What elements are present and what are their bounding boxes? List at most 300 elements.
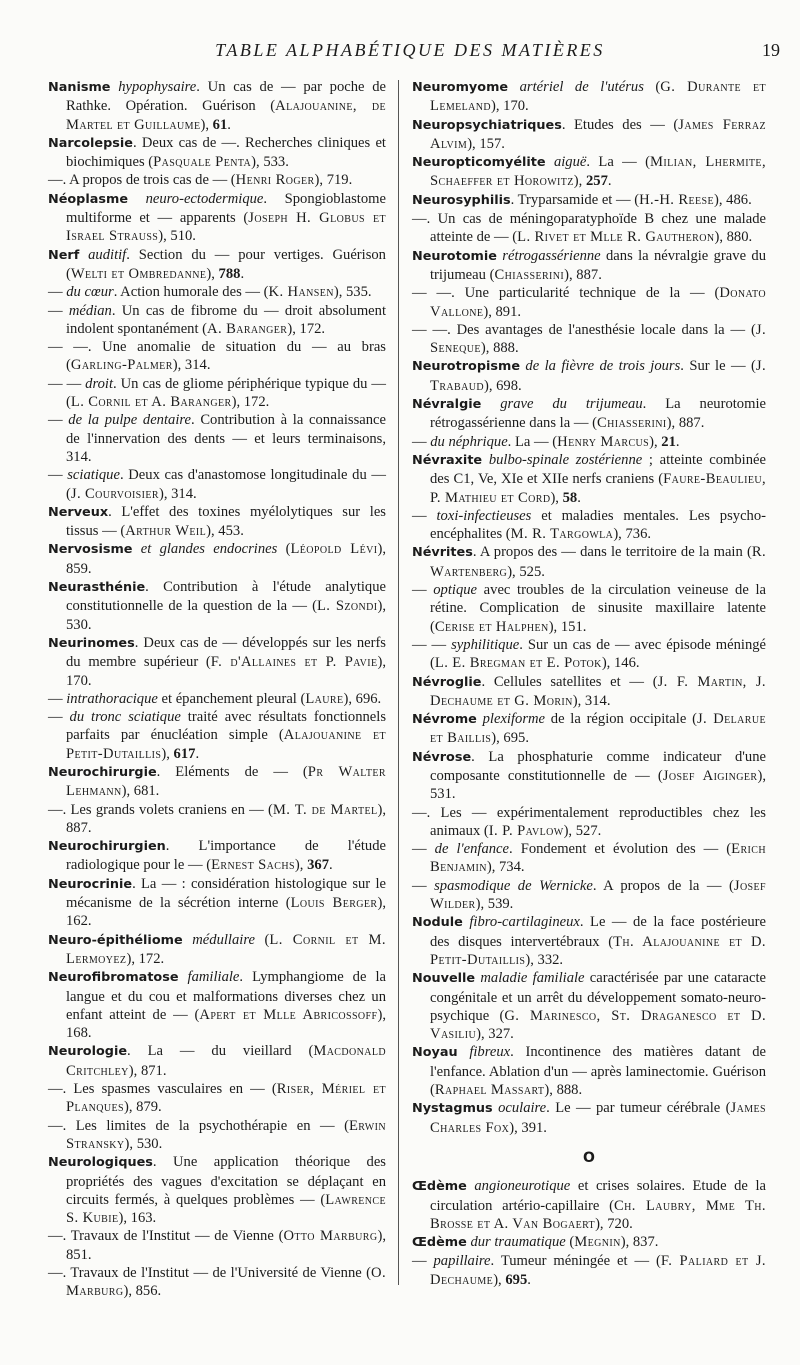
entry-headword: Neurotropisme xyxy=(412,359,520,375)
entry-text xyxy=(179,969,188,985)
entry-text: dans la névralgie grave du trijumeau ( xyxy=(430,247,766,283)
entry-page-ref: 257 xyxy=(585,173,608,190)
index-entry xyxy=(48,190,386,246)
index-entry xyxy=(48,690,386,708)
entry-authors: Pasquale Penta xyxy=(153,154,252,171)
entry-text: ), 510. xyxy=(158,228,196,245)
entry-text: ), xyxy=(550,489,563,506)
entry-authors: Arthur Weil xyxy=(125,523,207,540)
entry-text: — xyxy=(412,582,434,599)
index-entry xyxy=(48,411,386,466)
index-entry xyxy=(412,543,766,581)
entry-headword: Neurologiques xyxy=(48,1155,153,1171)
entry-text: ), xyxy=(649,433,662,450)
entry-text: — xyxy=(48,709,70,726)
entry-authors: Lawrence S. Kubie xyxy=(66,1191,386,1227)
index-entry xyxy=(48,708,386,763)
entry-text: —. Travaux de l'Institut — de l'Université de Vienne ( xyxy=(48,1265,371,1281)
entry-text: — xyxy=(48,302,69,319)
entry-qualifier: du néphrique xyxy=(430,433,508,450)
index-entry xyxy=(412,507,766,544)
entry-qualifier: familiale xyxy=(187,969,240,986)
page-header xyxy=(40,40,780,70)
entry-text xyxy=(132,541,140,557)
index-entry xyxy=(412,636,766,673)
index-entry xyxy=(412,210,766,247)
index-entry xyxy=(48,763,386,801)
index-entry xyxy=(412,673,766,711)
entry-authors: Louis Berger xyxy=(290,895,378,912)
entry-text: ), 887. xyxy=(564,266,602,283)
entry-qualifier: de la pulpe dentaire xyxy=(68,412,191,429)
entry-text: et épanchement pleural ( xyxy=(157,690,306,707)
entry-authors: L. E. Bregman et E. Potok xyxy=(434,655,602,672)
entry-headword: Névrites xyxy=(412,545,473,561)
right-column xyxy=(412,78,766,1289)
index-entry xyxy=(412,877,766,914)
entry-text: . A propos de la — ( xyxy=(592,877,734,894)
entry-text: ), 531. xyxy=(430,767,766,803)
entry-text: . xyxy=(527,1271,531,1288)
entry-text: —. Les — expérimentalement reproductibles chez les animaux ( xyxy=(412,804,766,839)
entry-authors: Henry Marcus xyxy=(557,433,650,450)
entry-text: de la région occipitale ( xyxy=(545,711,697,728)
index-entry xyxy=(412,581,766,636)
entry-text: ), 530. xyxy=(66,598,386,633)
entry-authors: Garling-Palmer xyxy=(70,357,173,374)
entry-page-ref: 21 xyxy=(661,433,676,450)
entry-text: . L'effet des toxines myélolytiques sur les tissus — ( xyxy=(66,503,386,540)
entry-text: — — xyxy=(48,375,86,392)
entry-text: et maladies mentales. Les psycho-encéphalites ( xyxy=(430,507,767,543)
entry-text: . Fondement et évolution des — ( xyxy=(509,841,732,858)
entry-text: ), 146. xyxy=(601,655,640,672)
entry-text: ), 871. xyxy=(128,1062,167,1079)
entry-text: — xyxy=(48,284,67,301)
entry-authors: G. Durante et Lemeland xyxy=(430,79,766,115)
entry-headword: Neurocrinie xyxy=(48,876,133,892)
entry-authors: Faure-Beaulieu, P. Mathieu et Cord xyxy=(430,471,766,506)
index-entry xyxy=(48,1153,386,1227)
index-entry xyxy=(48,931,386,969)
entry-qualifier: maladie familiale xyxy=(480,970,585,987)
entry-qualifier: médian xyxy=(68,302,112,319)
index-entry xyxy=(412,969,766,1043)
entry-headword: Néoplasme xyxy=(48,191,128,207)
index-entry xyxy=(412,840,766,877)
entry-authors: James Ferraz Alvim xyxy=(430,116,766,152)
entry-authors: Chiasserini xyxy=(596,415,667,432)
entry-text: ), 859. xyxy=(66,541,387,577)
entry-text: . La — ( xyxy=(586,154,650,171)
index-entry xyxy=(412,451,766,507)
entry-text: ), 172. xyxy=(287,320,326,337)
entry-text: ), 851. xyxy=(66,1228,386,1263)
entry-page-ref: 695 xyxy=(505,1271,528,1288)
entry-authors: Ernest Sachs xyxy=(211,857,295,874)
entry-qualifier: fibro-cartilagineux xyxy=(469,914,580,931)
entry-authors: J. Delarue et Baillis xyxy=(430,711,766,747)
entry-qualifier: fibreux xyxy=(469,1044,511,1061)
entry-text: ), 533. xyxy=(251,154,289,171)
entry-page-ref: 788 xyxy=(218,265,241,282)
entry-authors: Milian, Lhermite, Schaeffer et Horowitz xyxy=(430,154,766,190)
entry-authors: Laure xyxy=(305,690,344,707)
index-entry xyxy=(48,1042,386,1080)
section-letter: O xyxy=(583,1149,595,1166)
entry-headword: Nerveux xyxy=(48,504,109,520)
index-entry xyxy=(48,1264,386,1301)
entry-text: ), 856. xyxy=(123,1283,162,1300)
entry-text: — xyxy=(412,507,437,524)
entry-text: ), 695. xyxy=(491,730,529,747)
entry-text: . L'importance de l'étude radiologique pour le — ( xyxy=(66,838,386,874)
entry-text: . Tryparsamide et — ( xyxy=(510,191,640,208)
entry-qualifier: hypophysaire xyxy=(118,79,197,95)
entry-headword: Nystagmus xyxy=(412,1101,493,1117)
entry-authors: Th. Alajouanine et D. Petit-Dutaillis xyxy=(430,933,766,968)
index-entry xyxy=(48,1227,386,1264)
index-entry xyxy=(48,283,386,301)
entry-qualifier: rétrogassérienne xyxy=(502,247,601,264)
entry-text: . Un cas de fibrome du — droit absolument indolent spontanément ( xyxy=(66,302,386,337)
entry-text: . Sur un cas de — avec épisode méningé ( xyxy=(430,636,767,672)
entry-qualifier: droit xyxy=(85,375,113,392)
entry-qualifier: spasmodique de Wernicke xyxy=(434,877,593,894)
running-title: TABLE ALPHABÉTIQUE DES MATIÈRES xyxy=(215,40,605,60)
entry-text: — xyxy=(412,841,435,858)
entry-headword: Nodule xyxy=(412,915,463,931)
entry-headword: Œdème xyxy=(412,1235,467,1251)
entry-text: ), 888. xyxy=(480,340,519,357)
entry-qualifier: grave du trijumeau xyxy=(500,396,643,413)
entry-text: — xyxy=(48,467,68,484)
entry-text: ), 535. xyxy=(333,284,372,301)
entry-text: ), 170. xyxy=(491,98,529,115)
index-entry xyxy=(412,710,766,748)
index-entry xyxy=(48,466,386,503)
index-entry xyxy=(48,540,386,578)
entry-authors: Pr Walter Lehmann xyxy=(66,763,386,800)
entry-authors: Léopold Lévi xyxy=(290,541,378,558)
entry-text: ), xyxy=(294,857,308,874)
entry-text: . Le — de la face postérieure des disques intervertébraux ( xyxy=(430,914,766,950)
entry-text: . xyxy=(607,173,612,190)
entry-text: ), 879. xyxy=(123,1099,162,1116)
entry-text: ), 163. xyxy=(118,1210,157,1227)
entry-text: ), 880. xyxy=(714,229,753,246)
entry-headword: Nanisme xyxy=(48,80,111,95)
index-entry xyxy=(48,302,386,339)
entry-text xyxy=(79,247,88,263)
entry-text: — —. Des avantages de l'anesthésie locale dans la — ( xyxy=(412,321,756,338)
entry-authors: Donato Vallone xyxy=(430,285,766,320)
entry-headword: Neurinomes xyxy=(48,635,135,651)
entry-text: ), 391. xyxy=(509,1119,547,1136)
entry-text: . xyxy=(227,116,231,133)
index-entry xyxy=(412,78,766,116)
entry-text: ), 837. xyxy=(620,1234,659,1251)
entry-text: . Le — par tumeur cérébrale ( xyxy=(546,1100,731,1117)
entry-text: — xyxy=(412,433,431,450)
entry-headword: Nouvelle xyxy=(412,971,476,987)
entry-authors: Ch. Laubry, Mme Th. Brosse et A. Van Bogaert xyxy=(430,1197,766,1232)
entry-text: ), 888. xyxy=(544,1082,583,1099)
entry-headword: Neurochirurgie xyxy=(48,764,157,780)
entry-qualifier: neuro-ectodermique xyxy=(145,190,264,207)
entry-text: . xyxy=(328,857,333,874)
entry-headword: Neurasthénie xyxy=(48,580,146,596)
entry-text: ), 168. xyxy=(66,1006,386,1042)
index-entry xyxy=(412,433,766,451)
entry-text xyxy=(183,932,193,948)
entry-authors: M. R. Targowla xyxy=(510,526,614,543)
entry-text: . A propos des — dans le territoire de la main ( xyxy=(472,544,752,561)
index-entry xyxy=(412,913,766,969)
entry-text: ), 453. xyxy=(206,523,244,540)
entry-text: . Eléments de — ( xyxy=(156,763,308,780)
entry-text: ), 162. xyxy=(66,895,386,930)
entry-text: . Tumeur méningée et — ( xyxy=(490,1253,661,1270)
entry-text: ), xyxy=(573,173,586,190)
index-entry xyxy=(48,171,386,189)
entry-text: . Deux cas de —. Recherches cliniques et biochimiques ( xyxy=(66,134,386,171)
entry-text: avec troubles de la circulation veineuse de la rétine. Complication de sinusite maxillaire latente ( xyxy=(430,582,766,635)
entry-qualifier: syphilitique xyxy=(451,636,520,653)
entry-authors: H.-H. Reese xyxy=(639,191,715,208)
entry-headword: Nervosisme xyxy=(48,542,133,558)
entry-qualifier: auditif xyxy=(88,246,127,263)
entry-authors: I. P. Pavlow xyxy=(488,822,564,839)
entry-text: ), xyxy=(161,745,174,762)
index-entry xyxy=(48,1080,386,1117)
index-entry xyxy=(412,153,766,191)
entry-text: ), 736. xyxy=(613,526,652,543)
entry-text: . Contribution à la connaissance de l'innervation des dents — et leurs terminaisons, 314. xyxy=(66,412,386,465)
entry-text: ), 172. xyxy=(231,394,270,411)
entry-text: . Etudes des — ( xyxy=(561,116,679,133)
column-divider xyxy=(398,80,399,1285)
entry-text: ), 486. xyxy=(714,191,752,208)
index-entry xyxy=(48,134,386,172)
entry-authors: J. Courvoisier xyxy=(70,485,159,502)
entry-text: . Incontinence des matières datant de l'enfance. Ablation d'un — après laminectomie. Guérison ( xyxy=(430,1044,766,1099)
entry-authors: Riser, Mériel et Planques xyxy=(66,1081,386,1116)
entry-text: . Section du — pour vertiges. Guérison ( xyxy=(66,246,386,282)
entry-headword: Névralgie xyxy=(412,397,482,413)
entry-qualifier: plexiforme xyxy=(482,711,546,728)
entry-authors: K. Hansen xyxy=(268,284,334,301)
entry-qualifier: bulbo-spinale zostérienne xyxy=(488,451,643,468)
entry-text: ), 170. xyxy=(66,654,386,689)
entry-text: . La — du vieillard ( xyxy=(127,1043,314,1060)
entry-authors: Chiasserini xyxy=(494,266,565,283)
index-entry xyxy=(48,801,386,838)
entry-text xyxy=(482,452,489,468)
index-entry xyxy=(48,634,386,690)
entry-text: — xyxy=(48,412,69,429)
entry-text: ), 525. xyxy=(507,563,545,580)
entry-text: ), 157. xyxy=(467,135,505,152)
entry-page-ref: 367 xyxy=(307,857,329,874)
entry-text: . Un cas de — par poche de Rathke. Opération. Guérison ( xyxy=(66,79,387,115)
entry-authors: A. Baranger xyxy=(207,320,288,337)
entry-text: ( xyxy=(254,931,270,948)
entry-qualifier: optique xyxy=(433,582,478,599)
index-entry xyxy=(412,321,766,358)
entry-headword: Œdème xyxy=(412,1179,467,1195)
entry-text: et crises solaires. Etude de la circulation artério-capillaire ( xyxy=(430,1178,766,1214)
entry-text: . La neurotomie rétrogassérienne dans la — ( xyxy=(430,396,766,432)
entry-qualifier: toxi-infectieuses xyxy=(436,507,532,524)
entry-authors: Henri Roger xyxy=(235,172,315,189)
index-entry xyxy=(48,338,386,375)
entry-qualifier: de la fièvre de trois jours xyxy=(525,358,681,375)
entry-authors: J. F. Martin, J. Dechaume et G. Morin xyxy=(430,673,766,709)
entry-text: caractérisée par une cataracte congénitale et un arrêt du développement somato-neuro-psychique ( xyxy=(430,970,766,1024)
entry-authors: Macdonald Critchley xyxy=(66,1043,386,1079)
index-entry xyxy=(48,78,386,134)
entry-text: ), 887. xyxy=(66,801,386,836)
entry-qualifier: sciatique xyxy=(67,467,120,484)
entry-authors: Alajouanine, de Martel et Guillaume xyxy=(66,98,387,133)
entry-text xyxy=(481,396,500,412)
entry-text: . Sur le — ( xyxy=(680,358,756,375)
entry-text: ), 720. xyxy=(595,1215,633,1232)
index-entry xyxy=(412,1233,766,1252)
index-entry xyxy=(412,748,766,804)
entry-text xyxy=(458,1044,470,1060)
entry-text: ), 332. xyxy=(525,951,564,968)
entry-qualifier: aiguë xyxy=(553,154,587,171)
entry-text: . Cellules satellites et — ( xyxy=(481,673,658,690)
entry-text: — xyxy=(412,1253,434,1270)
entry-headword: Névrome xyxy=(412,712,477,728)
entry-text: . La phosphaturie comme indicateur d'une composante constitutionnelle de — ( xyxy=(430,748,766,784)
entry-qualifier: angioneurotique xyxy=(474,1178,571,1195)
entry-headword: Noyau xyxy=(412,1045,458,1061)
index-entry xyxy=(48,968,386,1042)
entry-text: ), 327. xyxy=(476,1026,514,1043)
entry-text: ), 696. xyxy=(343,690,382,707)
entry-qualifier: du cœur xyxy=(66,284,114,301)
entry-authors: Erwin Stransky xyxy=(66,1117,386,1152)
entry-headword: Névroglie xyxy=(412,674,482,690)
entry-authors: Josef Aiginger xyxy=(662,767,758,784)
entry-headword: Neuropsychiatriques xyxy=(412,117,562,133)
entry-headword: Neurochirurgien xyxy=(48,839,166,855)
entry-text: —. Les spasmes vasculaires en — ( xyxy=(48,1081,277,1098)
entry-headword: Névraxite xyxy=(412,452,483,468)
entry-text: . xyxy=(675,433,680,450)
index-entry xyxy=(48,1117,386,1154)
entry-text: ), 887. xyxy=(666,415,705,432)
entry-authors: L. Cornil et A. Baranger xyxy=(70,394,232,411)
entry-text: ), 734. xyxy=(486,859,525,876)
entry-text: . Lymphangiome de la langue et du cou et malformations diverses chez un enfant atteint de — ( xyxy=(66,969,386,1023)
entry-text xyxy=(128,191,146,207)
entry-authors: G. Marinesco, St. Draganesco et D. Vasiliu xyxy=(430,1007,766,1043)
index-entry xyxy=(48,246,386,284)
entry-qualifier: oculaire xyxy=(498,1100,547,1117)
entry-text: . Deux cas de — développés sur les nerfs du membre supérieur ( xyxy=(66,634,386,671)
entry-page-ref: 617 xyxy=(173,745,196,762)
entry-headword: Neuropticomyélite xyxy=(412,155,546,171)
entry-text: . Deux cas d'anastomose longitudinale du — ( xyxy=(66,467,386,502)
entry-authors: J. Trabaud xyxy=(430,358,766,394)
index-entry xyxy=(412,357,766,395)
entry-text: ), 314. xyxy=(172,357,211,374)
entry-authors: Joseph H. Globus et Israel Strauss xyxy=(66,210,386,245)
entry-authors: Welti et Ombredanne xyxy=(70,265,207,282)
entry-text: ( xyxy=(565,1234,575,1251)
index-entry xyxy=(48,875,386,931)
page-number: 19 xyxy=(762,40,780,60)
entry-text: ), 681. xyxy=(121,783,160,800)
entry-text: traité avec résultats fonctionnels parfaits par énucléation simple ( xyxy=(66,709,387,744)
entry-headword: Névrose xyxy=(412,749,472,765)
entry-text: —. A propos de trois cas de — ( xyxy=(48,172,236,189)
entry-text: ), 314. xyxy=(572,692,611,709)
entry-text: ( xyxy=(277,541,291,558)
entry-headword: Neurofibromatose xyxy=(48,970,179,986)
entry-authors: M. T. de Martel xyxy=(272,801,378,818)
index-entry xyxy=(48,837,386,875)
index-entry xyxy=(412,1043,766,1099)
entry-page-ref: 58 xyxy=(562,489,578,506)
index-entry xyxy=(412,395,766,433)
entry-authors: O. Marburg xyxy=(66,1265,386,1300)
entry-authors: James Charles Fox xyxy=(430,1100,766,1136)
entry-authors: Raphael Massart xyxy=(434,1082,545,1099)
entry-text: ), 172. xyxy=(126,950,165,967)
entry-text: —. Travaux de l'Institut — de Vienne ( xyxy=(48,1228,284,1245)
entry-authors: Josef Wilder xyxy=(430,877,766,913)
entry-authors: Erich Benjamin xyxy=(430,841,766,876)
entry-text: . xyxy=(195,745,200,762)
entry-headword: Neuromyome xyxy=(412,80,509,95)
entry-text xyxy=(546,154,554,170)
entry-text: ), 698. xyxy=(483,377,522,394)
entry-authors: L. Cornil et M. Lermoyez xyxy=(66,931,386,967)
entry-authors: L. Rivet et Mlle R. Gautheron xyxy=(517,229,715,246)
entry-text xyxy=(508,79,520,95)
entry-qualifier: artériel de l'utérus xyxy=(519,79,644,95)
entry-text: . La — ( xyxy=(507,433,558,450)
entry-headword: Neuro-épithéliome xyxy=(48,932,183,948)
index-entry xyxy=(412,247,766,285)
entry-text: ), xyxy=(200,116,213,133)
entry-authors: Otto Marburg xyxy=(283,1228,378,1245)
index-entry xyxy=(48,578,386,634)
entry-text: ), xyxy=(493,1271,506,1288)
entry-text: — —. Une anomalie de situation du — au bras ( xyxy=(48,339,386,374)
entry-text: ; atteinte combinée des C1, Ve, XIe et XIIe nerfs craniens ( xyxy=(430,451,766,488)
left-column xyxy=(48,78,386,1301)
entry-authors: F. Paliard et J. Dechaume xyxy=(430,1253,766,1288)
entry-headword: Neurosyphilis xyxy=(412,192,511,208)
entry-text: . Spongioblastome multiforme et — apparents ( xyxy=(66,190,386,227)
entry-text: ), 539. xyxy=(475,896,514,913)
entry-text: . Une application théorique des propriétés des vagues d'excitation se déplaçant en circuits fermés, à quelques problèmes — ( xyxy=(66,1154,386,1208)
entry-text: —. Un cas de méningoparatyphoïde B chez une malade atteinte de — ( xyxy=(412,211,766,246)
entry-qualifier: papillaire xyxy=(433,1253,491,1270)
entry-authors: Megnin xyxy=(574,1234,621,1251)
index-entry xyxy=(412,1099,766,1137)
entry-text: . Contribution à l'étude analytique constitutionnelle de la question de la — ( xyxy=(66,579,386,615)
entry-authors: Cerise et Halphen xyxy=(434,618,549,635)
entry-qualifier: médullaire xyxy=(192,931,255,948)
